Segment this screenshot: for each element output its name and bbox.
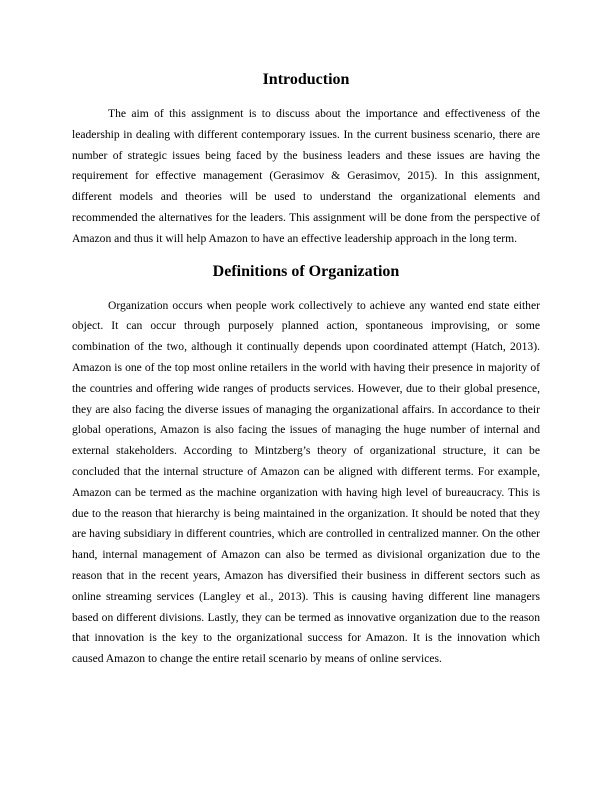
definitions-paragraph: Organization occurs when people work collectively to achieve any wanted end state either object. It can occur through purposely planned action, spontaneous improvising, or some combination of the two, although it continually depends upon coordinated attempt (Hatch, 2013). Amazon is one of the top most online retailers in the world with having their presence in majority of the countries and offering wide ranges of products services. However, due to their global presence, they are also facing the diverse issues of managing the organizational affairs. In accordance to their global operations, Amazon is also facing the issues of managing the huge number of internal and external stakeholders. According to Mintzberg’s theory of organizational structure, it can be concluded that the internal structure of Amazon can be aligned with different terms. For example, Amazon can be termed as the machine organization with having high level of bureaucracy. This is due to the reason that hierarchy is being maintained in the organization. It should be noted that they are having subsidiary in different countries, which are controlled in centralized manner. On the other hand, internal management of Amazon can also be termed as divisional organization due to the reason that in the recent years, Amazon has diversified their business in different sectors such as online streaming services (Langley et al., 2013). This is causing having different line managers based on different divisions. Lastly, they can be termed as innovative organization due to the reason that innovation is the key to the organizational success for Amazon. It is the innovation which caused Amazon to change the entire retail scenario by means of online services. [72, 298, 540, 666]
definitions-heading: Definitions of Organization [212, 262, 400, 280]
introduction-heading: Introduction [262, 71, 350, 88]
introduction-paragraph: The aim of this assignment is to discuss about the importance and effectiveness of the leadership in dealing with different contemporary issues. In the current business scenario, there are number of strategic issues being faced by the business leaders and these issues are having the requirement for effective management (Gerasimov & Gerasimov, 2015). In this assignment, different models and theories will be used to understand the organizational elements and recommended the alternatives for the leaders. This assignment will be done from the perspective of Amazon and thus it will help Amazon to have an effective leadership approach in the long term. [72, 107, 540, 245]
introduction-section [72, 68, 540, 250]
definitions-section [72, 260, 540, 670]
document-page [72, 68, 540, 670]
